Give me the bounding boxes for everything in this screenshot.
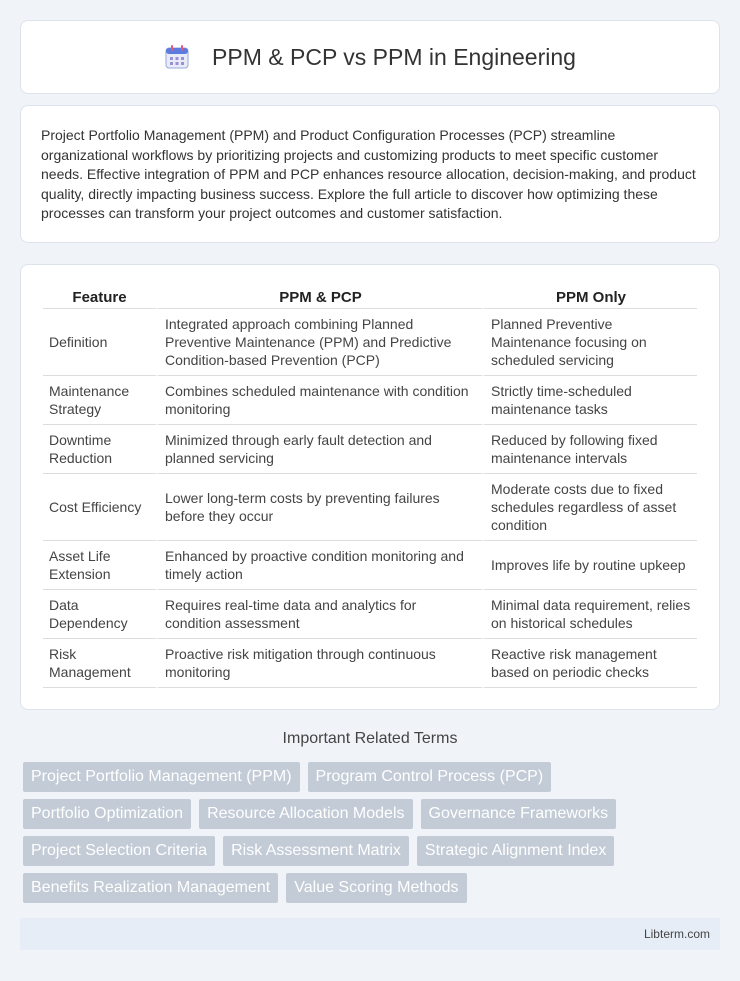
ppm-pcp-cell: Integrated approach combining Planned Preventive Maintenance (PPM) and Predictive Condition-based Prevention (PCP): [156, 309, 482, 376]
related-term-tag[interactable]: Governance Frameworks: [421, 799, 617, 829]
related-term-tag[interactable]: Project Portfolio Management (PPM): [23, 762, 300, 792]
related-term-tag[interactable]: Portfolio Optimization: [23, 799, 191, 829]
header-card: [20, 20, 720, 94]
footer-site-link[interactable]: Libterm.com: [643, 927, 710, 941]
calendar-icon: [164, 44, 190, 70]
related-term-tag[interactable]: Risk Assessment Matrix: [223, 836, 409, 866]
ppm-only-cell: Reduced by following fixed maintenance intervals: [482, 425, 697, 474]
feature-cell: Definition: [43, 309, 156, 376]
related-terms-title: Important Related Terms: [282, 730, 458, 747]
table-row: [43, 541, 697, 590]
column-header-feature: Feature: [43, 285, 156, 309]
ppm-pcp-cell: Combines scheduled maintenance with condition monitoring: [156, 376, 482, 425]
intro-card: [20, 105, 720, 243]
related-terms-list: [23, 762, 723, 910]
feature-cell: Asset Life Extension: [43, 541, 156, 590]
table-row: [43, 425, 697, 474]
column-header-ppm-pcp: PPM & PCP: [156, 285, 482, 309]
page-title: PPM & PCP vs PPM in Engineering: [212, 43, 576, 70]
table-row: [43, 474, 697, 541]
related-term-tag[interactable]: Benefits Realization Management: [23, 873, 278, 903]
feature-cell: Cost Efficiency: [43, 474, 156, 541]
feature-cell: Downtime Reduction: [43, 425, 156, 474]
column-header-ppm-only: PPM Only: [482, 285, 697, 309]
comparison-table-card: [20, 264, 720, 710]
table-row: [43, 309, 697, 376]
ppm-only-cell: Reactive risk management based on periodic checks: [482, 639, 697, 688]
ppm-only-cell: Planned Preventive Maintenance focusing on scheduled servicing: [482, 309, 697, 376]
feature-cell: Maintenance Strategy: [43, 376, 156, 425]
ppm-pcp-cell: Lower long-term costs by preventing failures before they occur: [156, 474, 482, 541]
ppm-only-cell: Improves life by routine upkeep: [482, 541, 697, 590]
feature-cell: Data Dependency: [43, 590, 156, 639]
ppm-pcp-cell: Enhanced by proactive condition monitoring and timely action: [156, 541, 482, 590]
related-term-tag[interactable]: Strategic Alignment Index: [417, 836, 614, 866]
feature-cell: Risk Management: [43, 639, 156, 688]
ppm-pcp-cell: Proactive risk mitigation through continuous monitoring: [156, 639, 482, 688]
ppm-only-cell: Strictly time-scheduled maintenance tasks: [482, 376, 697, 425]
related-term-tag[interactable]: Resource Allocation Models: [199, 799, 412, 829]
table-row: [43, 639, 697, 688]
table-row: [43, 590, 697, 639]
related-term-tag[interactable]: Project Selection Criteria: [23, 836, 215, 866]
footer: [20, 918, 720, 950]
ppm-pcp-cell: Minimized through early fault detection and planned servicing: [156, 425, 482, 474]
intro-text: Project Portfolio Management (PPM) and Product Configuration Processes (PCP) streamline organizational workflows by prioritizing projects and customizing products to meet specific customer needs. Effective integration of PPM and PCP enhances resource allocation, decision-making, and product quality, directly impacting business success. Explore the full article to discover how optimizing these processes can transform your project outcomes and customer satisfaction.: [41, 127, 696, 221]
related-term-tag[interactable]: Program Control Process (PCP): [308, 762, 552, 792]
ppm-pcp-cell: Requires real-time data and analytics for condition assessment: [156, 590, 482, 639]
ppm-only-cell: Minimal data requirement, relies on historical schedules: [482, 590, 697, 639]
comparison-table: [43, 285, 697, 688]
related-term-tag[interactable]: Value Scoring Methods: [286, 873, 466, 903]
table-row: [43, 376, 697, 425]
table-header-row: [43, 285, 697, 309]
ppm-only-cell: Moderate costs due to fixed schedules regardless of asset condition: [482, 474, 697, 541]
